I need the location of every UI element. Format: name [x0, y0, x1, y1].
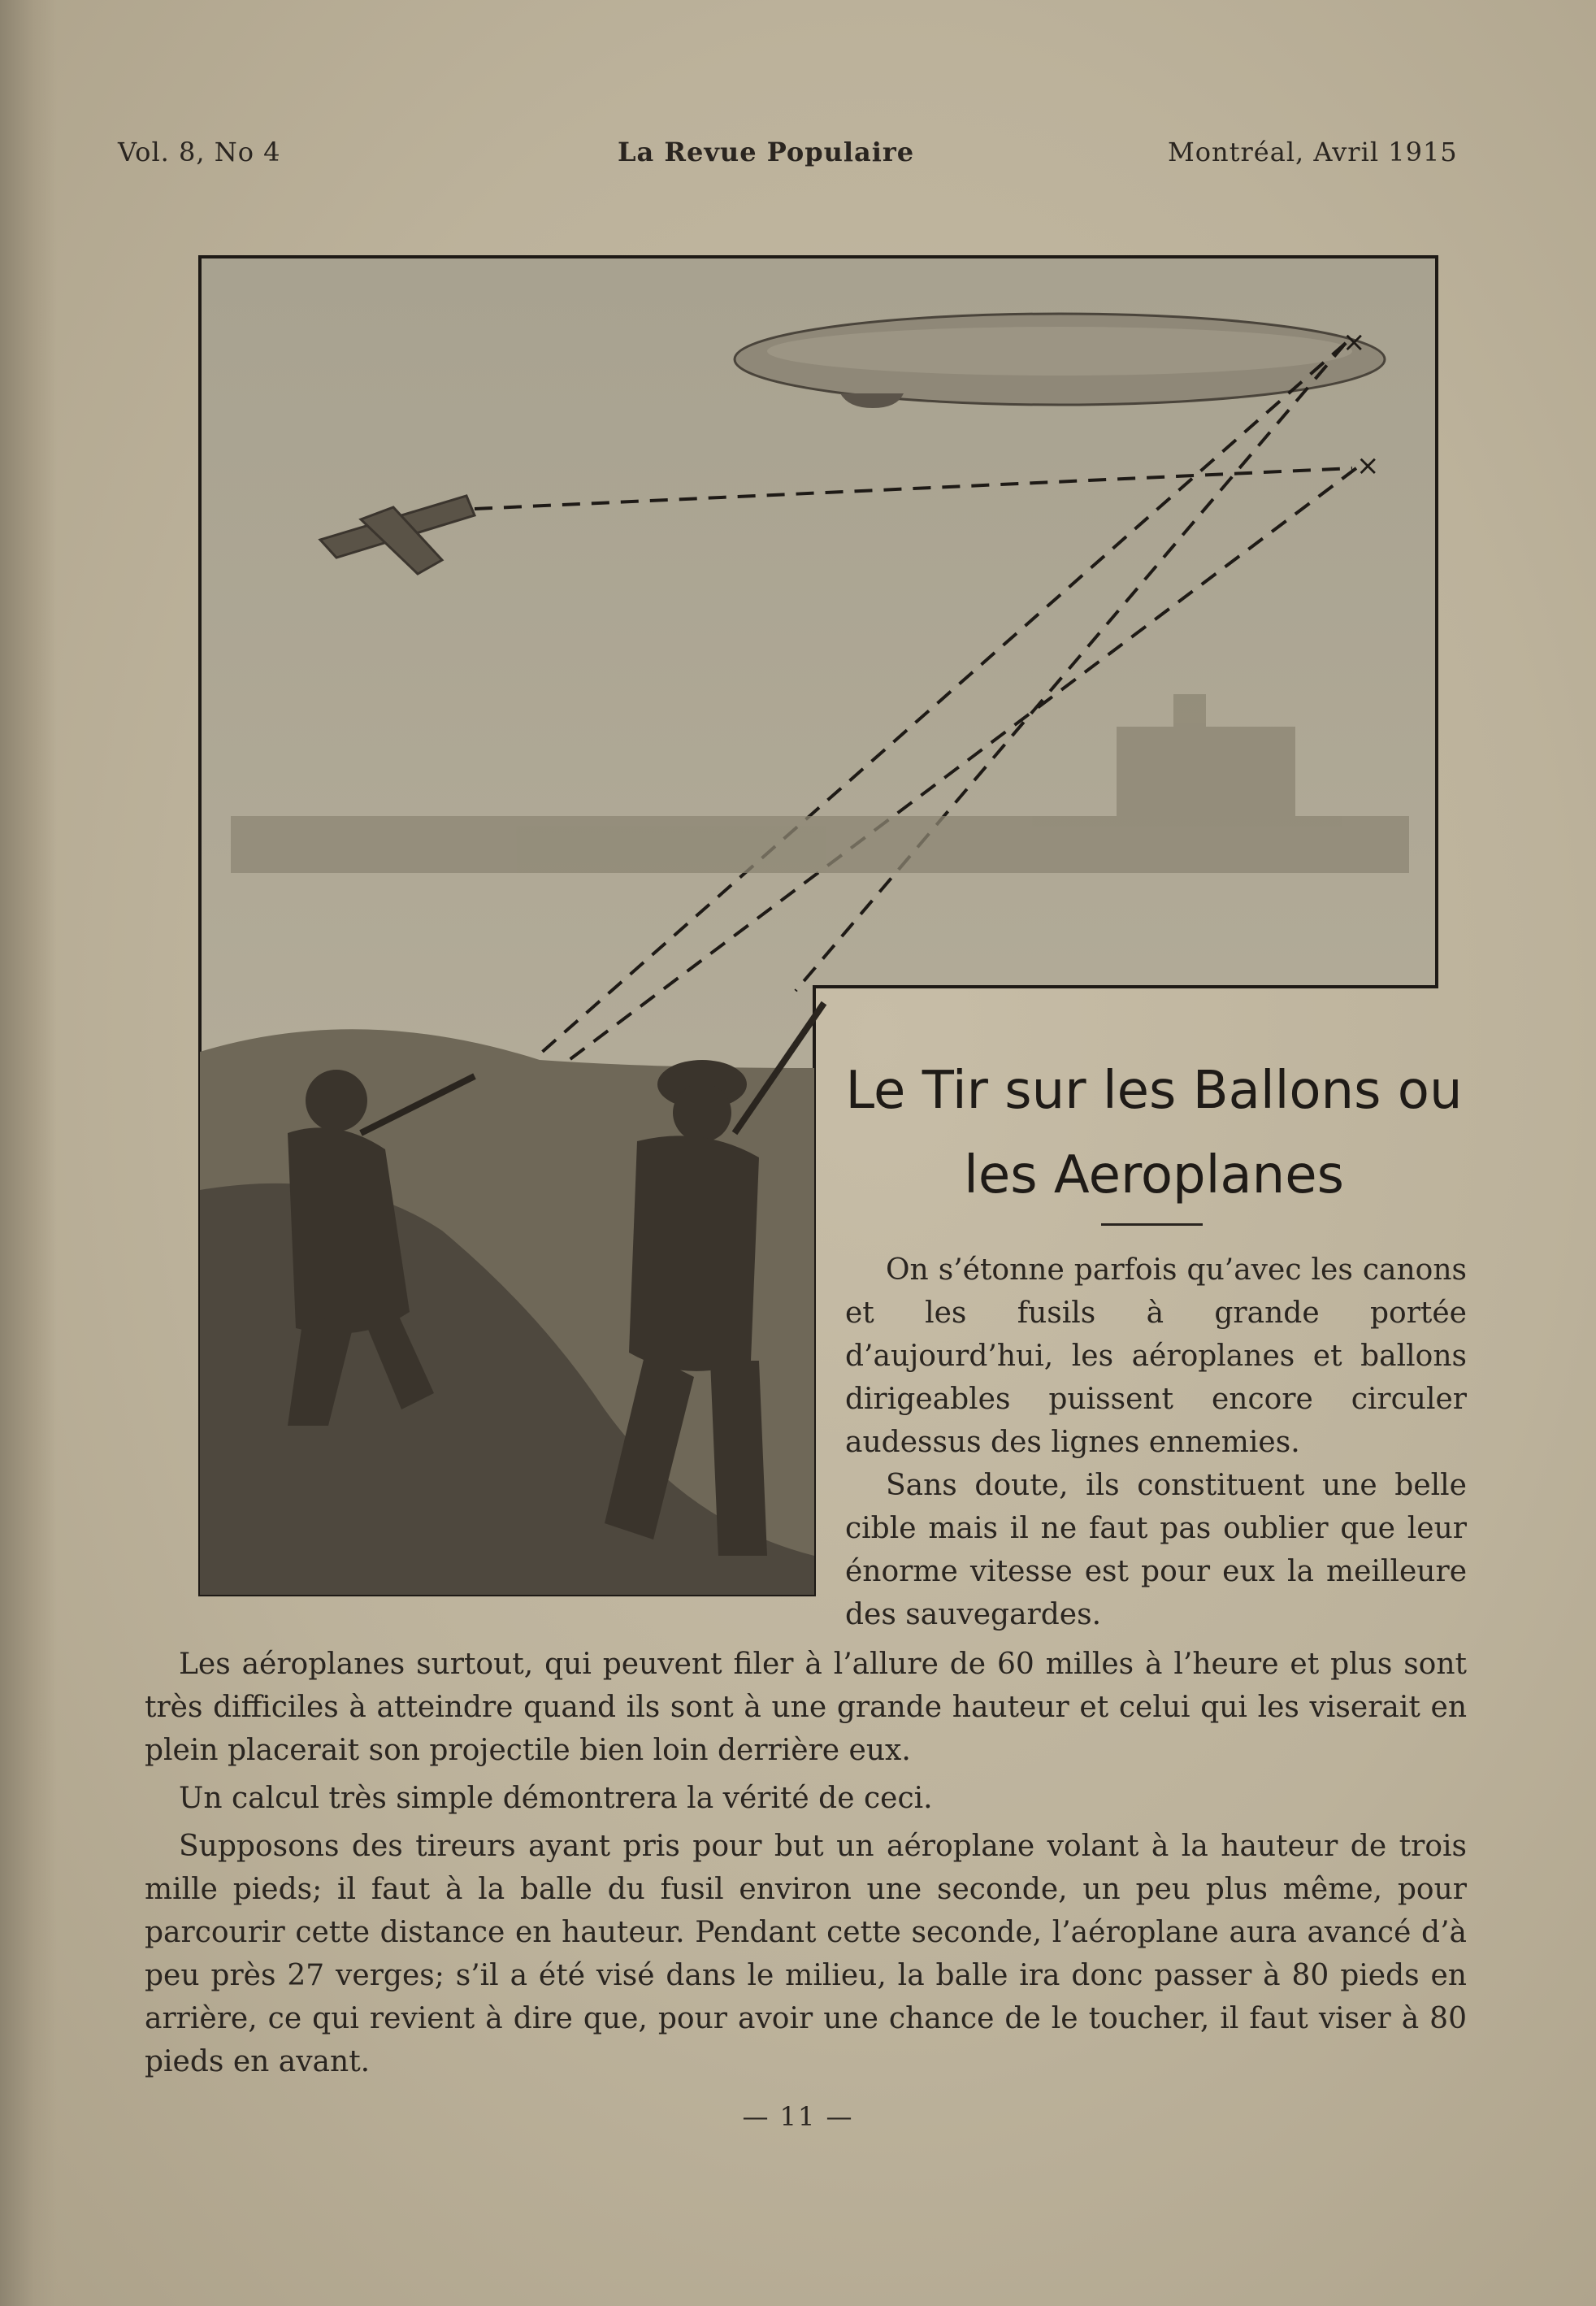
svg-text:×: ×: [1356, 449, 1380, 482]
article-title-line-1: Le Tir sur les Ballons ou: [845, 1061, 1463, 1121]
article-body-text: [145, 1643, 1467, 2088]
svg-text:×: ×: [1342, 326, 1366, 358]
journal-title: La Revue Populaire: [618, 137, 915, 167]
issue-date: Montréal, Avril 1915: [1168, 137, 1458, 167]
paragraph: Sans doute, ils constituent une belle cible mais il ne faut pas oublier que leur énorme vitesse est pour eux la meilleure des sauvegardes.: [845, 1469, 1467, 1631]
article-title-line-2: les Aeroplanes: [964, 1145, 1344, 1205]
paragraph: On s’étonne parfois qu’avec les canons et les fusils à grande portée d’aujourd’hui, les aéroplanes et ballons dirigeables puissent encore circuler audessus des lignes ennemies.: [845, 1253, 1467, 1459]
volume-number: Vol. 8, No 4: [118, 137, 281, 167]
article-column-text: [845, 1249, 1467, 1636]
article-title: [825, 1049, 1483, 1218]
page-number: — 11 —: [742, 2101, 854, 2132]
paragraph: Un calcul très simple démontrera la vérité de ceci.: [179, 1782, 933, 1815]
title-divider: [1101, 1223, 1203, 1226]
page-gutter-shadow: [0, 0, 57, 2306]
paragraph: Supposons des tireurs ayant pris pour but un aéroplane volant à la hauteur de trois mille pieds; il faut à la balle du fusil environ une seconde, un peu plus même, pour parcourir cette distance en hauteur. Pendant cette seconde, l’aéroplane aura avancé d’à peu près 27 verges; s’il a été visé dans le milieu, la balle ira donc passer à 80 pieds en arrière, ce qui revient à dire que, pour avoir une chance de le toucher, il faut viser à 80 pieds en avant.: [145, 1830, 1467, 2078]
paragraph: Les aéroplanes surtout, qui peuvent filer à l’allure de 60 milles à l’heure et plus sont très difficiles à atteindre quand ils sont à une grande hauteur et celui qui les viserait en plein placerait son projectile bien loin derrière eux.: [145, 1648, 1467, 1767]
